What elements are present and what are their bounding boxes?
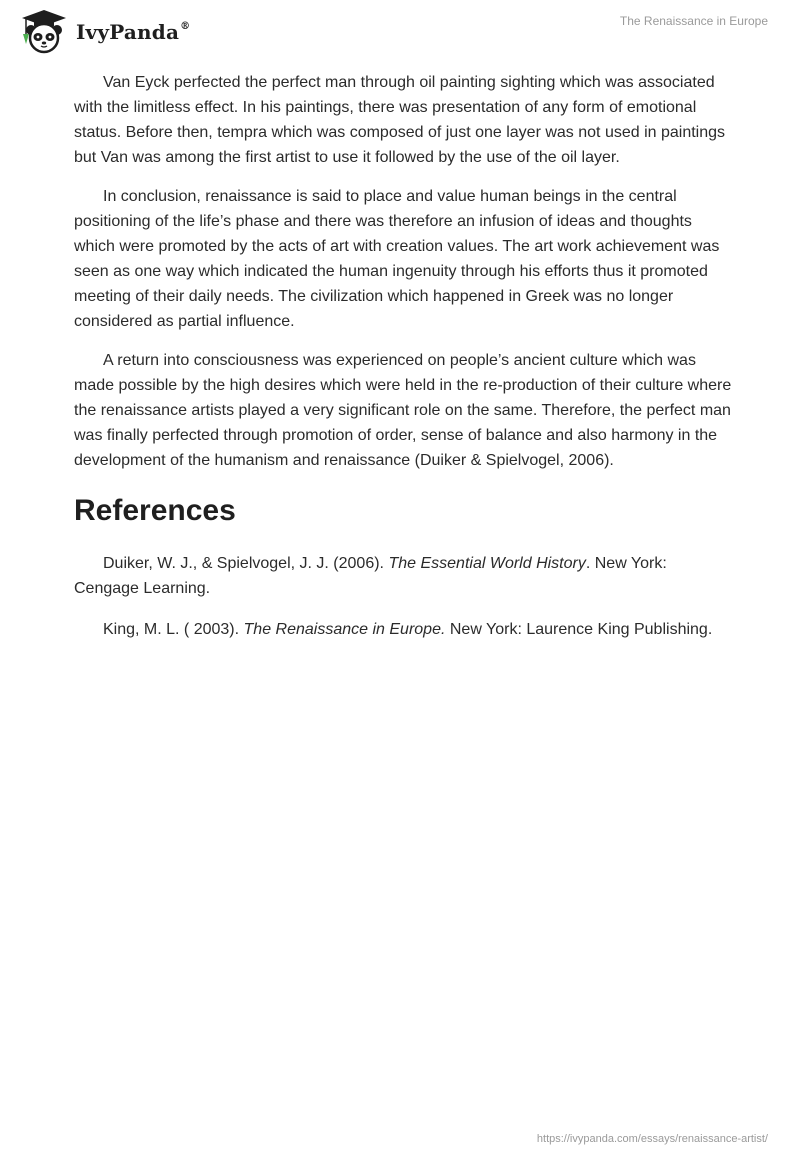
essay-content xyxy=(74,70,734,658)
references-heading: References xyxy=(74,494,236,527)
body-paragraph: A return into consciousness was experienced on people’s ancient culture which was made possible by the high desires which were held in the re-production of their culture where the renaissance artists played a very significant role on the same. Therefore, the perfect man was finally perfected through promotion of order, sense of balance and also harmony in the development of the humanism and renaissance (Duiker & Spielvogel, 2006). xyxy=(74,352,732,469)
reference-item: Duiker, W. J., & Spielvogel, J. J. (2006). The Essential World History. New York: Cengage Learning. xyxy=(74,555,667,597)
reference-title: The Essential World History xyxy=(388,555,586,572)
ivypanda-logo[interactable] xyxy=(16,8,190,56)
source-url-link[interactable]: https://ivypanda.com/essays/renaissance-artist/ xyxy=(536,1133,768,1145)
registered-mark: ® xyxy=(180,21,191,33)
running-title: The Renaissance in Europe xyxy=(619,14,768,28)
body-paragraph: Van Eyck perfected the perfect man through oil painting sighting which was associated with the limitless effect. In his paintings, there was presentation of any form of emotional status. Before then, tempra which was composed of just one layer was not used in paintings but Van was among the first artist to use it followed by the use of the oil layer. xyxy=(74,74,726,166)
panda-graduation-icon xyxy=(16,8,72,56)
body-paragraph: In conclusion, renaissance is said to place and value human beings in the central positioning of the life’s phase and there was therefore an infusion of ideas and thoughts which were promoted by the acts of art with creation values. The art work achievement was seen as one way which indicated the human ingenuity through his efforts thus it promoted meeting of their daily needs. The civilization which happened in Greek was no longer considered as partial influence. xyxy=(74,188,720,330)
brand-name: IvyPanda® xyxy=(76,20,191,44)
reference-title: The Renaissance in Europe. xyxy=(243,621,446,638)
reference-item: King, M. L. ( 2003). The Renaissance in Europe. New York: Laurence King Publishing. xyxy=(103,621,713,638)
